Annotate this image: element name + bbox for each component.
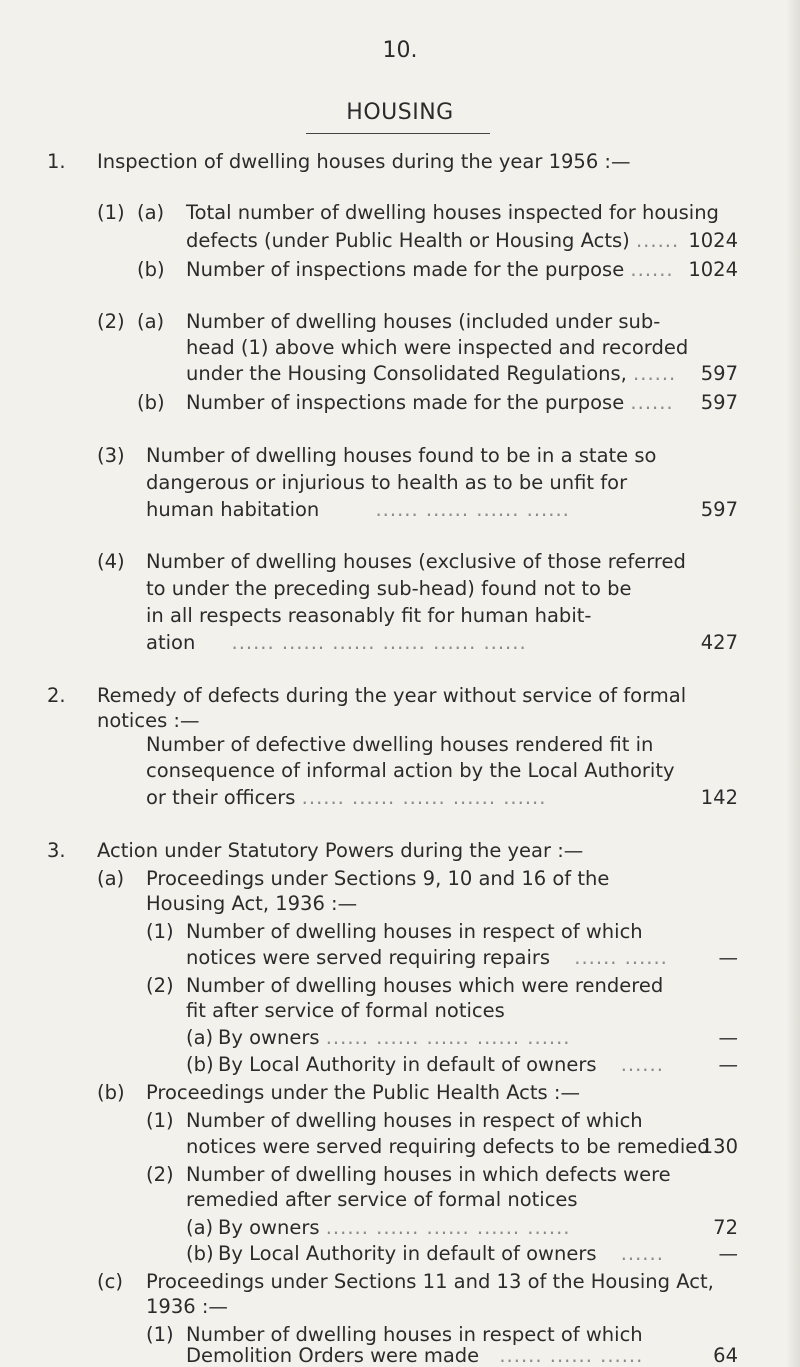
item-1a-value: 1024 [688,229,738,252]
section-2-number: 2. [47,684,66,707]
item-4-value: 427 [700,631,738,654]
section-2-text-line-2: notices :— [97,709,200,732]
section-2-value: 142 [700,786,738,809]
item-1b-letter: (b) [137,258,165,281]
section-3b-item-1-value: 130 [700,1135,738,1158]
item-3-text-line-2: dangerous or injurious to health as to be unfit for [146,471,628,494]
dot-leader: ...... ...... ...... ...... ...... ...... [231,631,527,654]
dot-leader: ...... ...... ...... ...... ...... [301,786,547,809]
section-1-number: 1. [47,150,66,173]
section-3a-sub-a-value: — [718,1026,738,1049]
section-3a-item-1-number: (1) [146,920,174,943]
item-4-text-line-4: ation ...... ...... ...... ...... ...... ...... [146,631,527,654]
dot-leader: ...... [620,1242,664,1265]
item-2b-text: Number of inspections made for the purpose ...... [186,391,674,414]
item-2b-letter: (b) [137,391,165,414]
section-3-intro: Action under Statutory Powers during the year :— [97,839,584,862]
section-3b-sub-b-text: By Local Authority in default of owners ...... [218,1242,664,1265]
section-2-text-line-4: consequence of informal action by the Local Authority [146,759,675,782]
section-3b-sub-a-letter: (a) [186,1216,214,1239]
dot-leader: ...... ...... ...... [499,1344,644,1367]
item-4-text-line-2: to under the preceding sub-head) found not to be [146,577,632,600]
title-underline [306,133,490,134]
item-1a-letter: (a) [137,201,165,224]
section-3c-item-1-number: (1) [146,1323,174,1346]
section-1-intro: Inspection of dwelling houses during the year 1956 :— [97,150,631,173]
item-4-text-line-3: in all respects reasonably fit for human habit- [146,604,592,627]
section-3a-item-1-line-1: Number of dwelling houses in respect of which [186,920,643,943]
section-3b-sub-a-text: By owners ...... ...... ...... ...... ...... [218,1216,571,1239]
section-3a-sub-b-text: By Local Authority in default of owners ...... [218,1053,664,1076]
item-1b-value: 1024 [688,258,738,281]
section-2-text-line-3: Number of defective dwelling houses rendered fit in [146,733,654,756]
item-2a-text-line-1: Number of dwelling houses (included under sub- [186,310,661,333]
section-3a-sub-a-letter: (a) [186,1026,214,1049]
section-3a-sub-a-text: By owners ...... ...... ...... ...... ...... [218,1026,571,1049]
item-1-number: (1) [97,201,125,224]
item-2-number: (2) [97,310,125,333]
section-3a-item-2-number: (2) [146,974,174,997]
item-4-text-line-1: Number of dwelling houses (exclusive of those referred [146,550,686,573]
dot-leader: ...... ...... ...... ...... ...... [325,1026,571,1049]
section-2-text-line-5: or their officers ...... ...... ...... ...... ...... [146,786,547,809]
section-3c-letter: (c) [97,1270,123,1293]
section-3b-sub-b-letter: (b) [186,1242,214,1265]
dot-leader: ...... [633,362,677,385]
dot-leader: ...... [630,391,674,414]
section-3a-item-2-line-2: fit after service of formal notices [186,999,505,1022]
section-3b-text: Proceedings under the Public Health Acts :— [146,1081,580,1104]
item-2a-text-line-2: head (1) above which were inspected and recorded [186,336,689,359]
section-3b-item-1-number: (1) [146,1109,174,1132]
item-4-number: (4) [97,550,125,573]
item-2a-text-line-3: under the Housing Consolidated Regulations, ...... [186,362,677,385]
dot-leader: ...... ...... ...... ...... [375,498,570,521]
section-3a-text-line-1: Proceedings under Sections 9, 10 and 16 of the [146,867,610,890]
section-3a-item-2-line-1: Number of dwelling houses which were rendered [186,974,664,997]
section-3b-item-2-number: (2) [146,1163,174,1186]
dot-leader: ...... ...... [574,946,668,969]
item-1a-text-line-2: defects (under Public Health or Housing Acts) ...... [186,229,680,252]
section-3b-sub-b-value: — [718,1242,738,1265]
section-3c-text-line-1: Proceedings under Sections 11 and 13 of the Housing Act, [146,1270,714,1293]
section-3c-item-1-line-2: Demolition Orders were made ...... ...... ...... [186,1344,644,1367]
section-3-number: 3. [47,839,66,862]
section-3b-item-1-line-1: Number of dwelling houses in respect of which [186,1109,643,1132]
item-3-text-line-1: Number of dwelling houses found to be in a state so [146,444,657,467]
section-3a-item-1-line-2: notices were served requiring repairs ...... ...... [186,946,668,969]
section-3c-text-line-2: 1936 :— [146,1295,228,1318]
item-2b-value: 597 [700,391,738,414]
item-3-text-line-3: human habitation ...... ...... ...... ...... [146,498,570,521]
section-2-text-line-1: Remedy of defects during the year without service of formal [97,684,687,707]
item-2a-value: 597 [700,362,738,385]
page-title: HOUSING [346,100,454,125]
page-number: 10. [382,38,418,63]
page-edge-shadow [786,0,800,1367]
section-3a-sub-b-letter: (b) [186,1053,214,1076]
section-3b-item-2-line-1: Number of dwelling houses in which defects were [186,1163,671,1186]
dot-leader: ...... [630,258,674,281]
item-2a-letter: (a) [137,310,165,333]
section-3a-letter: (a) [97,867,125,890]
item-3-value: 597 [700,498,738,521]
section-3b-item-2-line-2: remedied after service of formal notices [186,1188,578,1211]
section-3a-text-line-2: Housing Act, 1936 :— [146,892,358,915]
section-3b-sub-a-value: 72 [713,1216,738,1239]
section-3b-letter: (b) [97,1081,125,1104]
section-3c-item-1-value: 64 [713,1344,738,1367]
dot-leader: ...... [635,229,680,252]
section-3c-item-1-line-1: Number of dwelling houses in respect of which [186,1323,643,1346]
section-3b-item-1-line-2: notices were served requiring defects to be remedied [186,1135,710,1158]
item-1b-text: Number of inspections made for the purpose ...... [186,258,674,281]
dot-leader: ...... [620,1053,664,1076]
dot-leader: ...... ...... ...... ...... ...... [325,1216,571,1239]
item-1a-text-line-1: Total number of dwelling houses inspected for housing [186,201,719,224]
section-3a-item-1-value: — [718,946,738,969]
section-3a-sub-b-value: — [718,1053,738,1076]
item-3-number: (3) [97,444,125,467]
